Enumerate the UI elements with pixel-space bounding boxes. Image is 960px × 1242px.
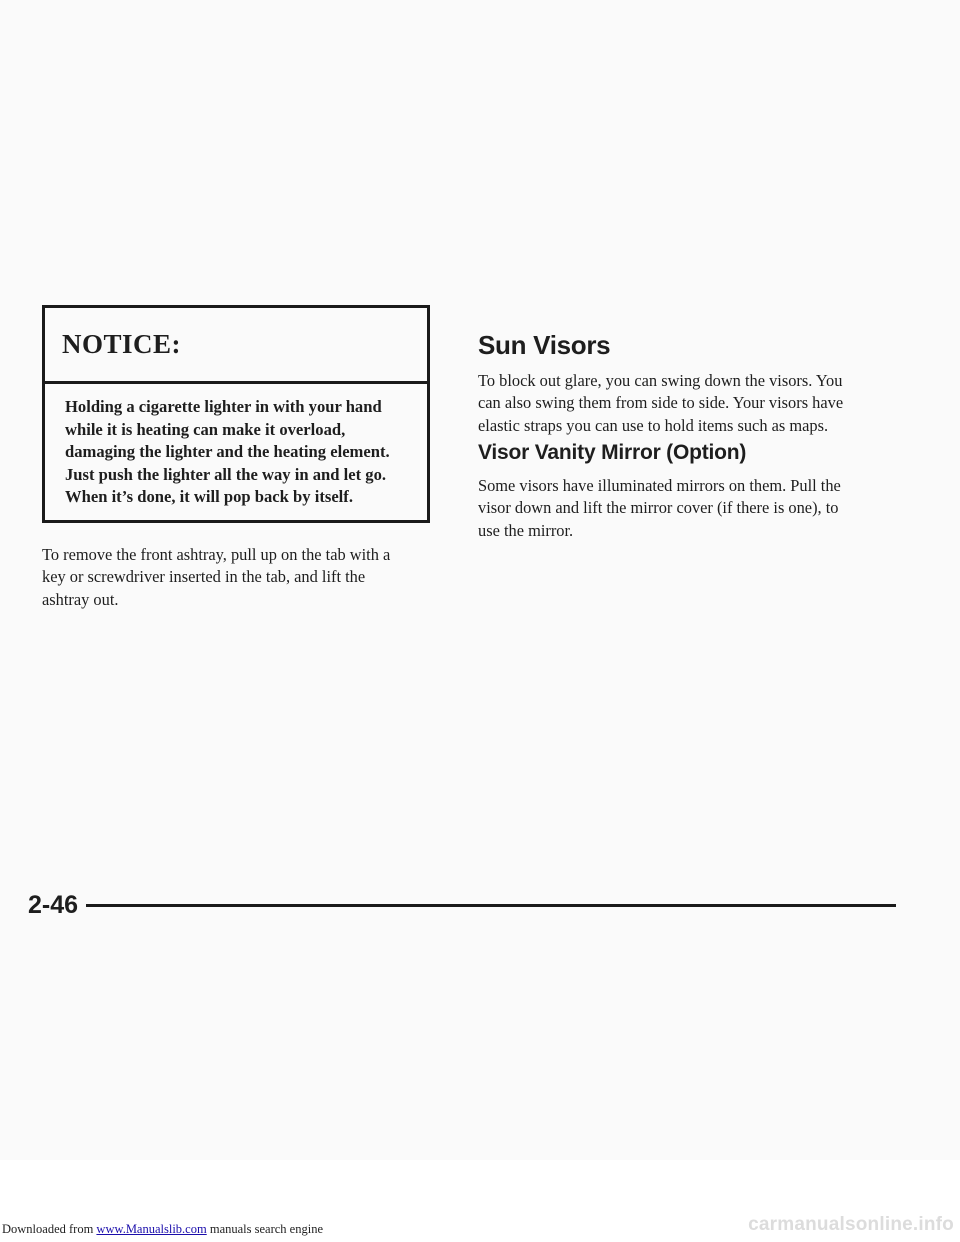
paragraph-line: can also swing them from side to side. Your visors have (478, 393, 844, 413)
download-footer-suffix: manuals search engine (206, 1222, 323, 1236)
paragraph-line: use the mirror. (478, 520, 574, 540)
paragraph-line: elastic straps you can use to hold items such as maps. (478, 415, 829, 435)
visor-mirror-paragraph (478, 475, 898, 542)
notice-body (45, 384, 427, 509)
paragraph-line: To remove the front ashtray, pull up on the tab with a (42, 545, 391, 564)
watermark: carmanualsonline.info (748, 1214, 954, 1235)
notice-box (42, 305, 430, 523)
manualslib-link[interactable]: www.Manualslib.com (96, 1222, 207, 1236)
notice-line: Holding a cigarette lighter in with your hand (65, 397, 382, 416)
page-number: 2-46 (28, 891, 79, 919)
notice-line: When it’s done, it will pop back by itself. (65, 487, 353, 507)
paragraph-line: key or screwdriver inserted in the tab, and lift the (42, 567, 366, 587)
download-footer-prefix: Downloaded from (2, 1222, 97, 1236)
ashtray-paragraph (42, 544, 438, 611)
paragraph-line: ashtray out. (42, 589, 119, 609)
download-footer (2, 1222, 323, 1237)
notice-line: damaging the lighter and the heating element. (65, 442, 390, 462)
sun-visors-heading: Sun Visors (478, 330, 611, 360)
paragraph-line: To block out glare, you can swing down the visors. You (478, 371, 843, 390)
notice-line: while it is heating can make it overload, (65, 419, 346, 439)
notice-line: Just push the lighter all the way in and let go. (65, 464, 387, 484)
sun-visors-paragraph (478, 370, 898, 437)
paragraph-line: visor down and lift the mirror cover (if there is one), to (478, 498, 839, 518)
notice-title: NOTICE: (62, 329, 182, 359)
footer-rule (86, 904, 896, 907)
paragraph-line: Some visors have illuminated mirrors on them. Pull the (478, 476, 841, 495)
visor-mirror-heading: Visor Vanity Mirror (Option) (478, 441, 747, 464)
notice-header (45, 308, 427, 384)
